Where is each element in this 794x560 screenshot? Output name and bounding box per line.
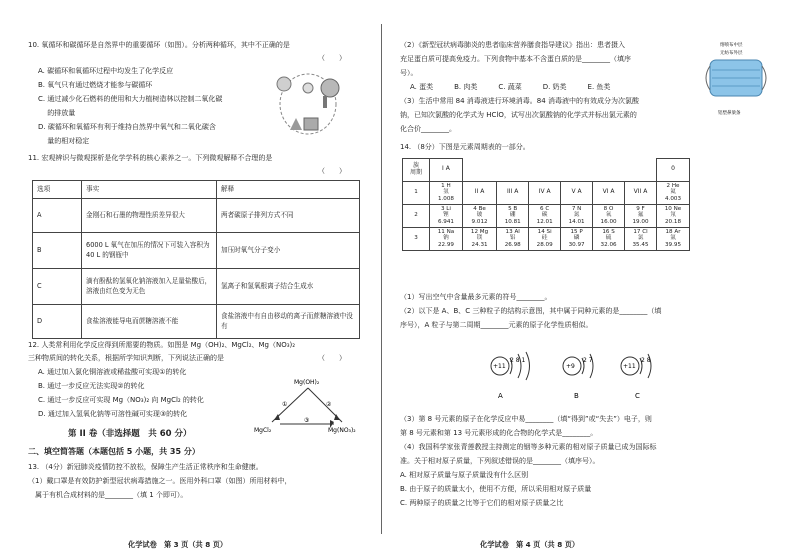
- period-label: 2: [403, 204, 430, 227]
- surgical-mask-image: [702, 38, 768, 122]
- q11-table: [32, 180, 360, 339]
- corner-cell: [403, 159, 430, 182]
- page-footer: 化学试卷 第 3 页（共 8 页）: [128, 540, 228, 549]
- period-label: 1: [403, 181, 430, 204]
- q12-option: D. 通过加入氢氧化钠等可溶性碱可实现③的转化: [38, 410, 188, 418]
- q12-option: C. 通过一步反应可实现 Mg（NO₃)₂ 向 MgCl₂ 的转化: [38, 396, 204, 404]
- group-head: VII A: [625, 181, 657, 204]
- mask-label: 铝塑鼻梁条: [718, 111, 741, 116]
- periodic-table: [402, 158, 690, 251]
- q10-option: 的排放量: [38, 109, 76, 117]
- table-cell: D: [33, 305, 82, 339]
- q12-option: A. 通过加入氯化铜溶液或稀盐酸可实现①的转化: [38, 368, 187, 376]
- q13-part2: （2）《新型冠状病毒肺炎的患者临床营养膳食指导建议》指出：患者摄入: [400, 41, 625, 49]
- group-head: VI A: [593, 181, 625, 204]
- q13-part3: 钠，已知次氯酸的化学式为 HClO，试写出次氯酸钠的化学式并标出氯元素的: [400, 111, 637, 119]
- arrow-label-2: ②: [326, 401, 332, 408]
- group-head: IV A: [529, 181, 561, 204]
- element-p: 15 P 磷 30.97: [561, 227, 593, 250]
- right-page: [400, 0, 770, 560]
- group-head: V A: [561, 181, 593, 204]
- element-he: 2 He 氦 4.003: [656, 181, 689, 204]
- mask-label: 熔喷布中层: [720, 43, 743, 48]
- table-cell: B: [33, 233, 82, 269]
- svg-text:C: C: [635, 392, 640, 400]
- element-al: 13 Al 铝 26.98: [497, 227, 529, 250]
- svg-text:B: B: [574, 392, 579, 400]
- element-cl: 17 Cl 氯 35.45: [625, 227, 657, 250]
- element-c: 6 C 碳 12.01: [529, 204, 561, 227]
- element-b: 5 B 硼 10.81: [497, 204, 529, 227]
- q13-part1-cont: 属于有机合成材料的是________（填 1 个即可）。: [28, 491, 188, 499]
- q11-paren: （ ）: [318, 167, 346, 175]
- table-cell: C: [33, 269, 82, 305]
- q12-option: B. 通过一步反应无法实现②的转化: [38, 382, 145, 390]
- group-head: 0: [656, 159, 689, 182]
- arrow-label-1: ①: [282, 401, 288, 408]
- svg-text:+11: +11: [493, 363, 506, 370]
- element-n: 7 N 氮 14.01: [561, 204, 593, 227]
- element-ar: 18 Ar 氩 39.95: [656, 227, 689, 250]
- element-ne: 10 Ne 氖 20.18: [656, 204, 689, 227]
- q13-stem: 13. （4分）新冠肺炎疫情防控不放松，保障生产生活正常秩序和生命健康。: [28, 463, 263, 471]
- table-row: [33, 305, 360, 339]
- svg-text:2 8 1: 2 8 1: [510, 357, 526, 364]
- q14-part4: （4）我国科学家张青莲教授主持测定的铟等多种元素的相对原子质量已成为国际标: [400, 443, 657, 451]
- q10-option: D. 碳循环和氧循环有利于维持自然界中氧气和二氧化碳含: [38, 123, 216, 131]
- q13-part3: （3）生活中常用 84 消毒液进行环境消毒。84 消毒液中的有效成分为次氯酸: [400, 97, 639, 105]
- left-page: [28, 0, 364, 560]
- page-footer: 化学试卷 第 4 页（共 8 页）: [480, 540, 580, 549]
- atom-structure-diagrams: [480, 340, 680, 406]
- group-head: III A: [497, 181, 529, 204]
- element-s: 16 S 硫 32.06: [593, 227, 625, 250]
- carbon-oxygen-cycle-figure: [268, 58, 348, 148]
- table-header: 选项: [33, 181, 82, 199]
- table-cell: 两者碳原子排列方式不同: [217, 199, 360, 233]
- q10-stem: 10. 氧循环和碳循环是自然界中的重要循环（如图）。分析两种循环，其中不正确的是: [28, 41, 290, 49]
- mg-conversion-diagram: [254, 376, 362, 434]
- element-mg: 12 Mg 镁 24.31: [462, 227, 496, 250]
- q14-option: A. 相对原子质量与原子质量没有什么区别: [400, 471, 529, 479]
- svg-text:2 7: 2 7: [583, 357, 593, 364]
- column-divider: [381, 24, 382, 534]
- table-header: 事实: [82, 181, 217, 199]
- q14-part3: （3）第 8 号元素的原子在化学反应中易________（填“得到”或“失去”）电子，则: [400, 415, 652, 423]
- table-cell: 氢离子和氢氧根离子结合生成水: [217, 269, 360, 305]
- table-cell: 滴有酚酞的氢氧化钠溶液加入足量盐酸后，溶液由红色变为无色: [82, 269, 217, 305]
- q14-part2: （2）以下是 A、B、C 三种粒子的结构示意图，其中属于同种元素的是________（填: [400, 307, 662, 315]
- table-row: [33, 199, 360, 233]
- q12-stem-cont: 三种物质间的转化关系，根据所学知识判断，下列说法正确的是: [28, 354, 224, 362]
- mask-label: 无纺布外层: [720, 51, 743, 56]
- element-be: 4 Be 铍 9.012: [462, 204, 496, 227]
- q13-part1: （1）戴口罩是有效防护新型冠状病毒措施之一。医用外科口罩（如图）所用材料中，: [28, 477, 292, 485]
- q13-options: A. 蛋类 B. 肉类 C. 蔬菜 D. 奶类 E. 鱼类: [410, 83, 611, 91]
- table-header: 解释: [217, 181, 360, 199]
- svg-text:+9: +9: [566, 363, 575, 370]
- element-si: 14 Si 硅 28.09: [529, 227, 561, 250]
- q13-part2: 充足蛋白质可提高免疫力。下列食物中基本不含蛋白质的是________（填序: [400, 55, 631, 63]
- q10-paren: （ ）: [318, 54, 346, 62]
- group-head: II A: [462, 181, 496, 204]
- q14-part3: 第 8 号元素和第 13 号元素形成的化合物的化学式是________。: [400, 429, 598, 437]
- table-row: [33, 269, 360, 305]
- element-h: 1 H 氢 1.008: [430, 181, 463, 204]
- period-label: 3: [403, 227, 430, 250]
- table-cell: 金刚石和石墨的物理性质差异很大: [82, 199, 217, 233]
- svg-text:+11: +11: [623, 363, 636, 370]
- q12-paren: （ ）: [318, 354, 346, 362]
- atom-c: [621, 354, 651, 400]
- element-na: 11 Na 钠 22.99: [430, 227, 463, 250]
- corner-label: 周期: [409, 168, 422, 176]
- table-cell: 加压时氧气分子变小: [217, 233, 360, 269]
- q10-option: B. 氧气只有通过燃烧才能参与碳循环: [38, 81, 153, 89]
- atom-b: [563, 354, 593, 400]
- svg-text:2 8: 2 8: [641, 357, 651, 364]
- table-cell: A: [33, 199, 82, 233]
- q14-stem: 14. （8分）下图是元素周期表的一部分。: [400, 143, 530, 151]
- element-o: 8 O 氧 16.00: [593, 204, 625, 227]
- corner-label: 族: [412, 161, 419, 169]
- q14-part2: 序号），A 粒子与第二周期________元素的原子化学性质相似。: [400, 321, 593, 329]
- q10-option: 量的相对稳定: [38, 137, 90, 145]
- q11-stem: 11. 宏观辨识与微观探析是化学学科的核心素养之一。下列微观解释不合理的是: [28, 154, 273, 162]
- part2-title: 第 II 卷（非选择题 共 60 分）: [68, 429, 192, 439]
- node-mgno32: Mg(NO₃)₂: [328, 427, 356, 434]
- table-row: [33, 233, 360, 269]
- svg-text:A: A: [498, 392, 503, 400]
- q13-part3: 化合价________。: [400, 125, 456, 133]
- element-li: 3 Li 锂 6.941: [430, 204, 463, 227]
- table-cell: 食盐溶液能导电而蔗糖溶液不能: [82, 305, 217, 339]
- section2-heading: 二、填空简答题（本题包括 5 小题，共 35 分）: [28, 447, 200, 456]
- node-mgoh2: Mg(OH)₂: [294, 379, 320, 386]
- arrow-label-3: ③: [304, 417, 310, 424]
- table-cell: 食盐溶液中有自由移动的离子而蔗糖溶液中没有: [217, 305, 360, 339]
- element-f: 9 F 氟 19.00: [625, 204, 657, 227]
- q14-option: B. 由于原子的质量太小，使用不方便，所以采用相对原子质量: [400, 485, 592, 493]
- atom-a: [491, 352, 530, 400]
- q14-option: C. 两种原子的质量之比等于它们的相对原子质量之比: [400, 499, 564, 507]
- q10-option: A. 碳循环和氧循环过程中均发生了化学反应: [38, 67, 174, 75]
- q12-stem: 12. 人类常利用化学反应得到所需要的物质。如图是 Mg（OH)₂、MgCl₂、Mg（NO₃)₂: [28, 341, 296, 349]
- q14-part1: （1）写出空气中含量最多元素的符号________。: [400, 293, 552, 301]
- table-cell: 6000 L 氧气在加压的情况下可装入容积为 40 L 的钢瓶中: [82, 233, 217, 269]
- q10-option: C. 通过减少化石燃料的使用和大力植树造林以控制二氧化碳: [38, 95, 223, 103]
- node-mgcl2: MgCl₂: [254, 427, 272, 434]
- q13-part2: 号）。: [400, 69, 418, 77]
- q14-part4: 准。关于相对原子质量，下列叙述错误的是________（填序号）。: [400, 457, 600, 465]
- group-head: I A: [430, 159, 463, 182]
